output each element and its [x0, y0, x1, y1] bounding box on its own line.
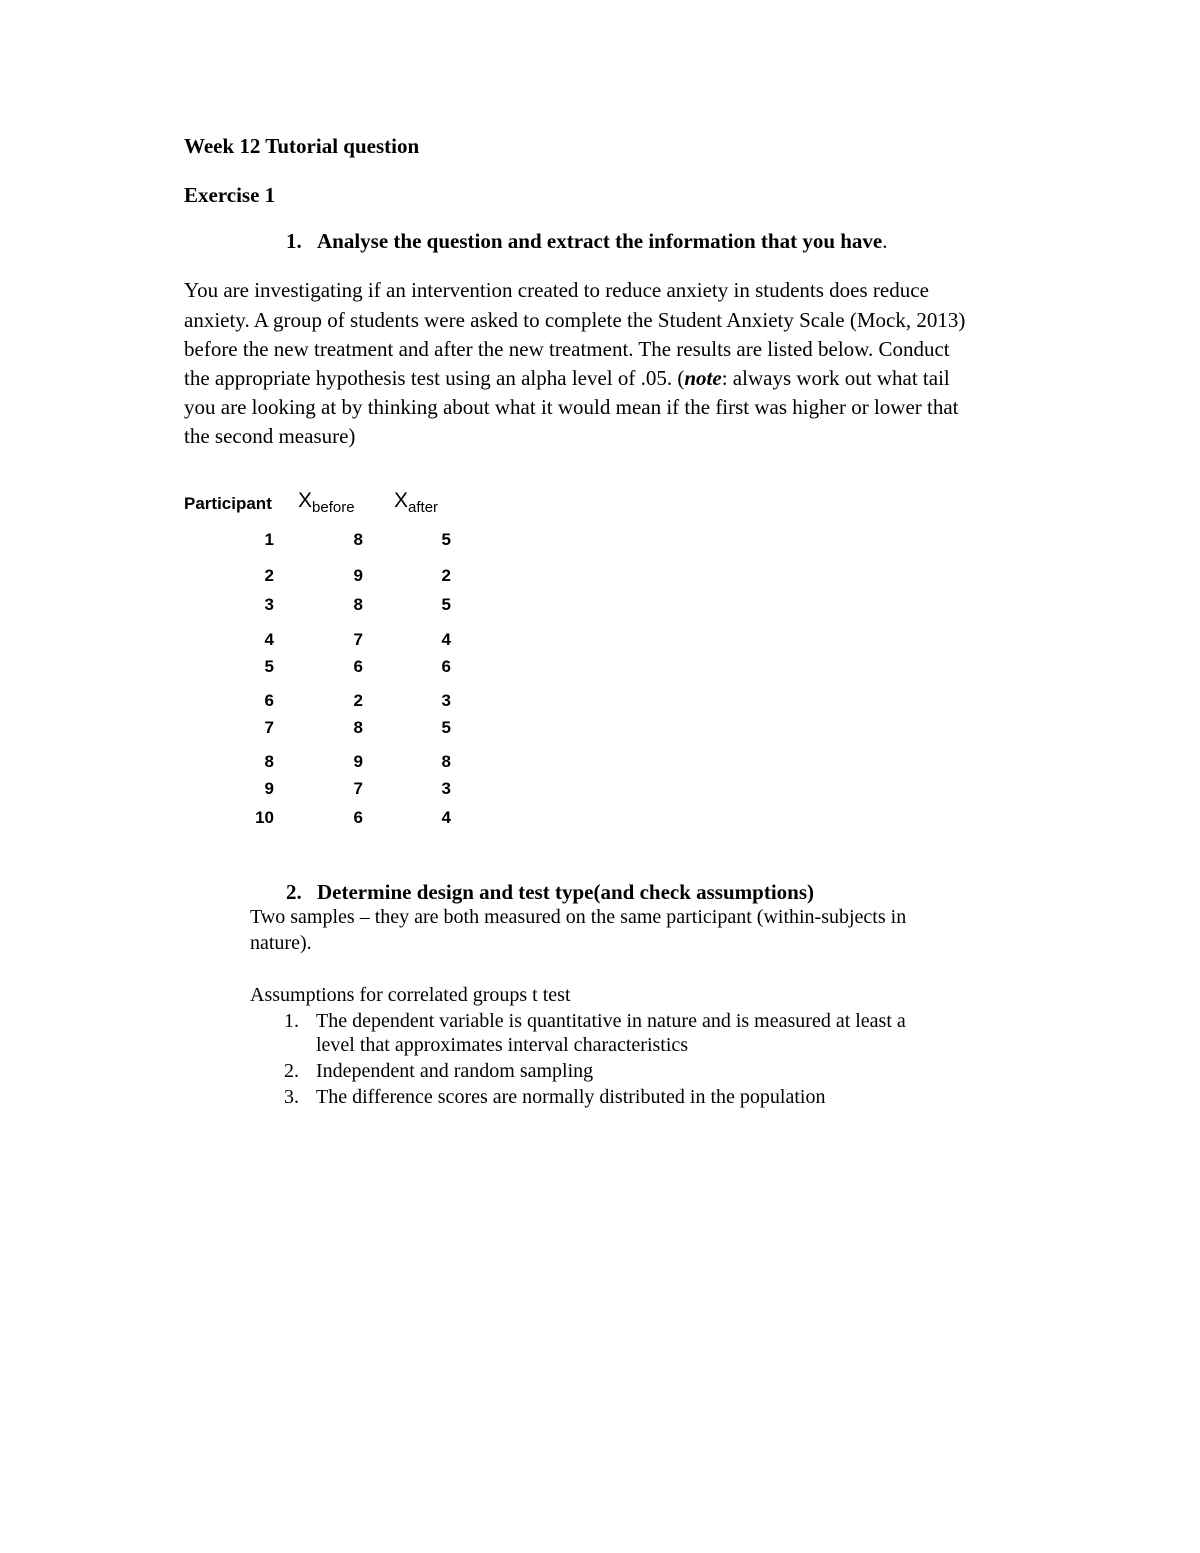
question-2-number: 2.: [286, 880, 302, 904]
cell-before: 9: [353, 752, 363, 771]
cell-after: 5: [441, 718, 451, 737]
cell-before: 9: [353, 566, 363, 585]
cell-before: 7: [353, 779, 363, 798]
cell-participant: 4: [264, 630, 274, 649]
question-1-period: .: [882, 229, 888, 253]
question-2-text: Determine design and test type(and check assumptions): [317, 880, 815, 904]
cell-before: 6: [353, 808, 363, 827]
intro-line-5: you are looking at by thinking about what it would mean if the first was higher or lower that: [184, 395, 959, 419]
header-participant: Participant: [184, 494, 272, 513]
page-title: Week 12 Tutorial question: [184, 134, 420, 158]
cell-after: 4: [441, 630, 451, 649]
assumption-number: 2.: [284, 1060, 299, 1082]
header-x-after: $X_{after}$: [394, 489, 439, 516]
assumption-number: 3.: [284, 1086, 299, 1108]
design-line-1: Two samples – they are both measured on the same participant (within-subjects in: [250, 906, 907, 928]
cell-participant: 5: [264, 657, 274, 676]
note-emphasis: note: [684, 366, 722, 390]
intro-line-4-end: : always work out what tail: [721, 366, 950, 390]
assumptions-heading: Assumptions for correlated groups t test: [250, 984, 571, 1006]
exercise-heading: Exercise 1: [184, 183, 276, 207]
cell-after: 2: [441, 566, 451, 585]
cell-before: 6: [353, 657, 363, 676]
cell-before: 8: [353, 595, 363, 614]
assumption-text: Independent and random sampling: [316, 1060, 594, 1082]
cell-after: 5: [441, 595, 451, 614]
cell-participant: 8: [264, 752, 274, 771]
question-1-number: 1.: [286, 229, 302, 253]
cell-after: 3: [441, 779, 451, 798]
intro-line-2: anxiety. A group of students were asked to complete the Student Anxiety Scale (Mock, 2013): [184, 308, 966, 332]
cell-participant: 7: [264, 718, 274, 737]
cell-participant: 2: [264, 566, 274, 585]
design-line-2: nature).: [250, 932, 312, 954]
cell-participant: 3: [264, 595, 274, 614]
cell-participant: 1: [264, 530, 274, 549]
cell-participant: 10: [255, 808, 274, 827]
cell-before: 8: [353, 718, 363, 737]
cell-participant: 9: [264, 779, 274, 798]
cell-after: 5: [441, 530, 451, 549]
assumption-text: The dependent variable is quantitative in nature and is measured at least a: [316, 1010, 906, 1032]
intro-line-3: before the new treatment and after the new treatment. The results are listed below. Conduct: [184, 337, 950, 361]
cell-before: 8: [353, 530, 363, 549]
header-x-before: $X_{before}$: [298, 489, 355, 516]
assumption-number: 1.: [284, 1010, 299, 1032]
question-2-heading: [286, 880, 814, 905]
question-1-text: Analyse the question and extract the information that you have: [317, 229, 883, 253]
cell-participant: 6: [264, 691, 274, 710]
cell-after: 6: [441, 657, 451, 676]
intro-line-4: [184, 366, 950, 391]
intro-line-6: the second measure): [184, 424, 356, 448]
assumption-text: level that approximates interval characteristics: [316, 1034, 689, 1056]
question-1-heading: [286, 229, 888, 254]
cell-before: 7: [353, 630, 363, 649]
cell-before: 2: [353, 691, 363, 710]
intro-line-1: You are investigating if an intervention created to reduce anxiety in students does reduce: [184, 278, 929, 302]
cell-after: 3: [441, 691, 451, 710]
assumption-text: The difference scores are normally distributed in the population: [316, 1086, 826, 1108]
cell-after: 8: [441, 752, 451, 771]
intro-line-4-start: the appropriate hypothesis test using an alpha level of .05. (: [184, 366, 685, 390]
cell-after: 4: [441, 808, 451, 827]
